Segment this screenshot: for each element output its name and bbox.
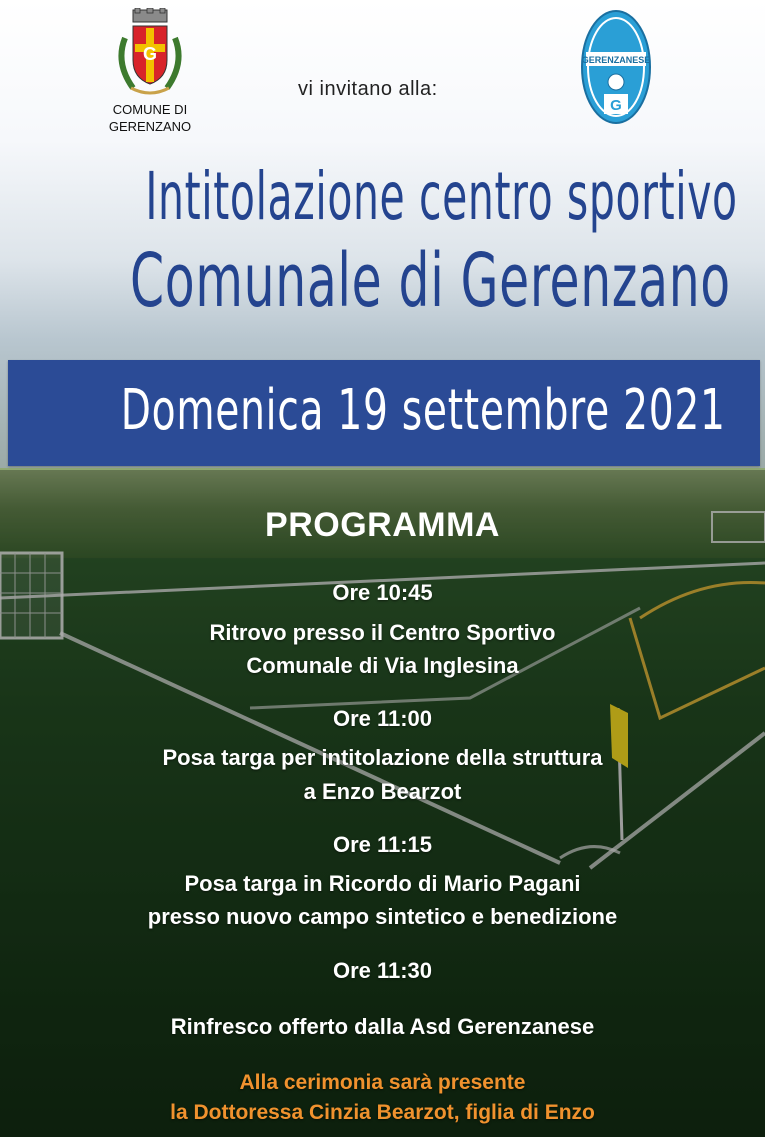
program-time-3: Ore 11:15 — [332, 832, 433, 857]
svg-text:G: G — [142, 44, 158, 64]
comune-logo-caption-line2: GERENZANO — [108, 119, 192, 134]
program-time-2: Ore 11:00 — [332, 706, 433, 731]
program-heading: PROGRAMMA — [265, 506, 500, 544]
footer-line-2: la Dottoressa Cinzia Bearzot, figlia di Enzo — [170, 1101, 595, 1124]
svg-text:G: G — [610, 97, 622, 114]
program-item-1-line-2: Comunale di Via Inglesina — [246, 653, 519, 678]
program-time-1: Ore 10:45 — [332, 580, 433, 605]
program-item-1-line-1: Ritrovo presso il Centro Sportivo — [209, 620, 556, 645]
comune-logo-caption-line1: COMUNE DI — [112, 102, 188, 117]
program-item-4-line-1: Rinfresco offerto dalla Asd Gerenzanese — [170, 1014, 595, 1039]
coat-of-arms-icon — [113, 8, 187, 100]
event-date: Domenica 19 settembre 2021 — [120, 378, 726, 443]
comune-logo — [105, 8, 195, 136]
program-item-3-line-1: Posa targa in Ricordo di Mario Pagani — [184, 871, 581, 896]
footer-line-1: Alla cerimonia sarà presente — [239, 1071, 526, 1094]
title-line-2: Comunale di Gerenzano — [130, 238, 731, 324]
date-banner — [8, 360, 760, 466]
club-badge-text: GERENZANESE — [581, 55, 651, 65]
program-item-3-line-2: presso nuovo campo sintetico e benedizione — [147, 904, 618, 929]
program-item-2-line-2: a Enzo Bearzot — [303, 779, 462, 804]
invite-text: vi invitano alla: — [298, 78, 438, 100]
program-time-4: Ore 11:30 — [332, 958, 433, 983]
club-badge-icon — [580, 8, 652, 126]
club-logo — [580, 8, 652, 130]
program-item-2-line-1: Posa targa per intitolazione della struttura — [162, 745, 603, 770]
title-line-1: Intitolazione centro sportivo — [145, 158, 738, 235]
